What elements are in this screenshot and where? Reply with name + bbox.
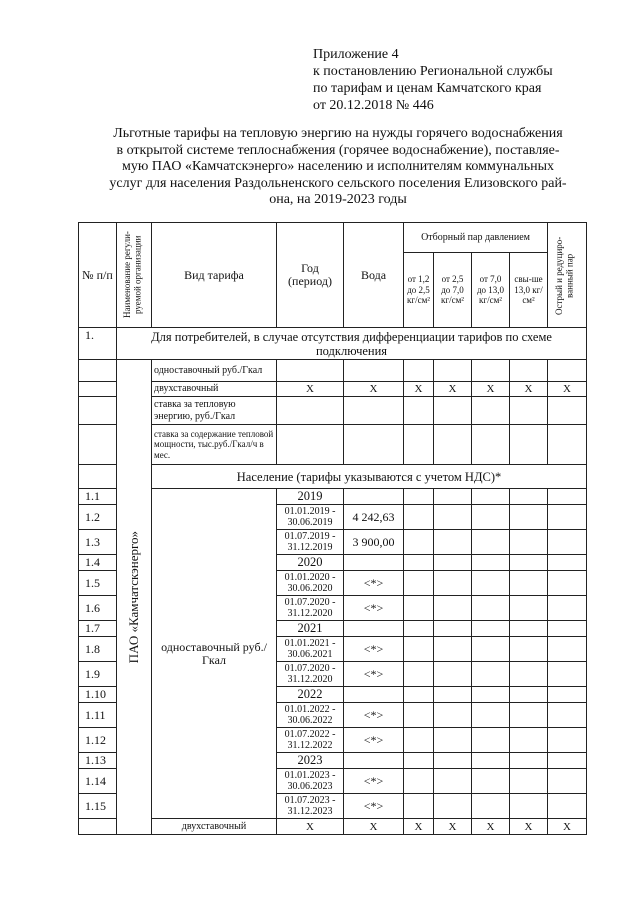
tariff-rate-energy: ставка за тепловую энергию, руб./Гкал [152,397,277,425]
water-value: <*> [344,637,404,662]
appendix-line: по тарифам и ценам Камчатского края [313,81,542,96]
header-sharp [548,223,587,328]
x-mark: X [404,382,434,397]
x-mark: X [434,382,472,397]
title-line: она, на 2019-2023 годы [269,192,407,207]
header-sharp-label: Острый и редуциро-ванный пар [554,235,575,315]
water-value [344,621,404,637]
header-steam-group: Отборный пар давлением [404,223,548,253]
header-org-label: Наименование регули-руемой организации [122,231,143,319]
section-title: Для потребителей, в случае отсутствия дифференциации тарифов по схеме подключения [117,328,587,360]
header-year: Год (период) [277,223,344,328]
appendix-line: к постановлению Региональной службы [313,64,553,79]
row-number: 1.9 [79,662,117,687]
x-mark: X [277,819,344,835]
period-label: 01.01.2019 - 30.06.2019 [277,505,344,530]
period-label: 01.07.2020 - 31.12.2020 [277,662,344,687]
row-number: 1.12 [79,728,117,753]
row-number: 1.5 [79,571,117,596]
row-number: 1.2 [79,505,117,530]
x-mark: X [548,382,587,397]
water-value [344,555,404,571]
header-p1: от 1,2 до 2,5 кг/см² [404,253,434,328]
title-line: услуг для населения Раздольненского сельского поселения Елизовского рай- [109,175,567,191]
period-label: 01.01.2023 - 30.06.2023 [277,769,344,794]
year-label: 2020 [277,555,344,571]
period-label: 01.07.2023 - 31.12.2023 [277,794,344,819]
title-line: мую ПАО «Камчатскэнерго» населению и исполнителям коммунальных [122,159,554,174]
water-value: <*> [344,662,404,687]
period-label: 01.07.2019 - 31.12.2019 [277,530,344,555]
tariff-rate-capacity: ставка за содержание тепловой мощности, тыс.руб./Гкал/ч в мес. [152,425,277,465]
year-label: 2021 [277,621,344,637]
tariff-double-population: двухставочный [152,819,277,835]
row-number: 1.4 [79,555,117,571]
x-mark: X [344,819,404,835]
header-p4: свы-ше 13,0 кг/см² [510,253,548,328]
row-number: 1.15 [79,794,117,819]
title-line: Льготные тарифы на тепловую энергию на нужды горячего водоснабжения [113,126,563,141]
header-tariff-type: Вид тарифа [152,223,277,328]
header-p3: от 7,0 до 13,0 кг/см² [472,253,510,328]
period-label: 01.01.2021 - 30.06.2021 [277,637,344,662]
tariff-table [78,222,587,835]
period-label: 01.01.2020 - 30.06.2020 [277,571,344,596]
population-heading: Население (тарифы указываются с учетом НДС)* [152,465,587,489]
row-number: 1.7 [79,621,117,637]
water-value: <*> [344,703,404,728]
year-label: 2022 [277,687,344,703]
document-title [78,126,598,209]
water-value: 4 242,63 [344,505,404,530]
year-label: 2019 [277,489,344,505]
appendix-line: от 20.12.2018 № 446 [313,98,434,113]
appendix-block [313,46,613,114]
row-number: 1.11 [79,703,117,728]
row-number: 1.3 [79,530,117,555]
water-value: <*> [344,794,404,819]
water-value: 3 900,00 [344,530,404,555]
table-row [79,489,587,505]
row-number: 1.13 [79,753,117,769]
row-number: 1.14 [79,769,117,794]
header-org [117,223,152,328]
table-row [79,819,587,835]
tariff-single: одноставочный руб./Гкал [152,360,277,382]
water-value: <*> [344,728,404,753]
water-value [344,687,404,703]
water-value: <*> [344,596,404,621]
x-mark: X [510,382,548,397]
row-number: 1.6 [79,596,117,621]
org-name: ПАО «Камчатскэнерго» [126,530,141,664]
year-label: 2023 [277,753,344,769]
x-mark: X [344,382,404,397]
row-number: 1.10 [79,687,117,703]
x-mark: X [277,382,344,397]
header-p2: от 2,5 до 7,0 кг/см² [434,253,472,328]
appendix-line: Приложение 4 [313,47,399,62]
period-label: 01.07.2020 - 31.12.2020 [277,596,344,621]
row-number: 1.1 [79,489,117,505]
x-mark: X [472,819,510,835]
org-cell [117,360,152,835]
title-line: в открытой системе теплоснабжения (горячее водоснабжение), поставляе- [116,142,560,158]
header-water: Вода [344,223,404,328]
row-number: 1.8 [79,637,117,662]
header-num: № п/п [79,223,117,328]
tariff-single-population: одноставочный руб./Гкал [152,489,277,819]
x-mark: X [434,819,472,835]
x-mark: X [472,382,510,397]
period-label: 01.01.2022 - 30.06.2022 [277,703,344,728]
x-mark: X [404,819,434,835]
water-value: <*> [344,571,404,596]
x-mark: X [548,819,587,835]
water-value [344,489,404,505]
water-value [344,753,404,769]
water-value: <*> [344,769,404,794]
section-num: 1. [79,328,117,360]
tariff-double: двухставочный [152,382,277,397]
period-label: 01.07.2022 - 31.12.2022 [277,728,344,753]
x-mark: X [510,819,548,835]
